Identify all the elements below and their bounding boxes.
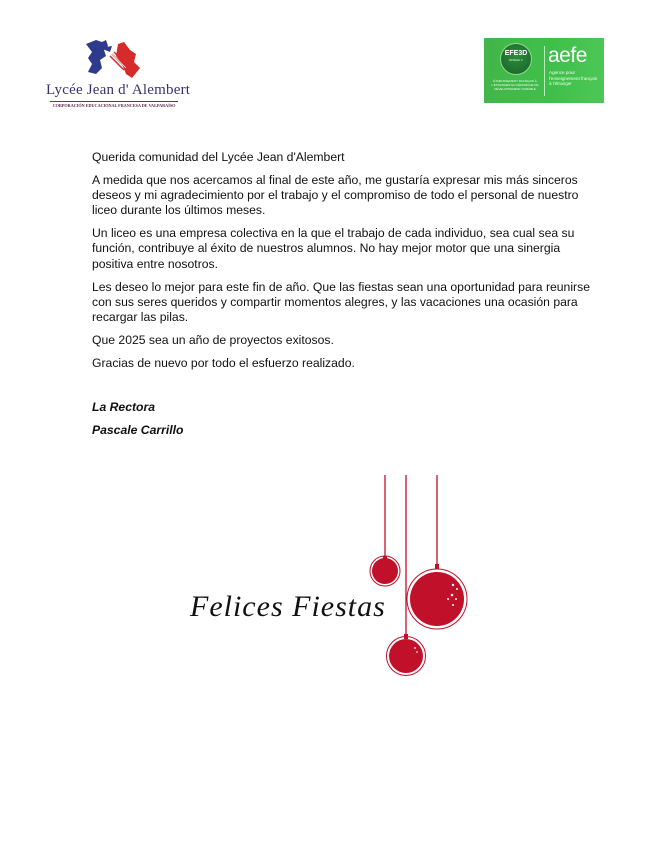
efe3d-badge-icon — [500, 43, 532, 75]
aefe-tagline — [549, 70, 597, 87]
badge-title: EFE3D — [504, 50, 528, 57]
badge-caption: ÉTABLISSEMENT FRANÇAIS À L'ÉTRANGER EN DÉMARCHE DE DÉVELOPPEMENT DURABLE — [491, 79, 539, 91]
tagline-line: l'enseignement français — [549, 75, 598, 81]
tagline-line: Agence pour — [549, 70, 576, 75]
paragraph: Un liceo es una empresa colectiva en la que el trabajo de cada individuo, sea cual sea su función, contribuye al éxito de nuestros alumnos. No hay mejor motor que una sinergia positiva entre nosotros. — [92, 226, 575, 271]
aefe-brand: aefe — [548, 44, 587, 67]
lycee-logo — [46, 38, 191, 108]
school-name: Lycée Jean d' Alembert — [46, 82, 191, 98]
logo-divider — [544, 46, 545, 96]
paragraph: Que 2025 sea un año de proyectos exitosos. — [92, 332, 334, 347]
paragraph: A medida que nos acercamos al final de este año, me gustaría expresar mis más sinceros deseos y mi agradecimiento por el trabajo y el compromiso de todo el personal de nuestro liceo durante los últimos meses. — [92, 172, 579, 218]
paragraph: Gracias de nuevo por todo el esfuerzo realizado. — [92, 355, 355, 370]
badge-level: NIVEAU 1 — [509, 58, 523, 62]
christmas-ornaments-icon — [360, 475, 480, 685]
paragraph: Les deseo lo mejor para este fin de año. Que las fiestas sean una oportunidad para reunirse con sus seres queridos y compartir momentos alegres, y las vacaciones una ocasión para recargar las pilas. — [92, 279, 590, 325]
lycee-emblem-icon — [82, 38, 146, 82]
signature-name: Pascale Carrillo — [92, 423, 184, 437]
salutation: Querida comunidad del Lycée Jean d'Alembert — [92, 150, 345, 164]
tagline-line: à l'étranger — [549, 81, 572, 87]
aefe-logo — [484, 38, 604, 103]
school-subtitle: CORPORACIÓN EDUCACIONAL FRANCESA DE VALPARAÍSO — [52, 103, 176, 108]
logo-divider — [50, 101, 178, 102]
signature-title: La Rectora — [92, 400, 155, 414]
greeting-text: Felices Fiestas — [190, 590, 386, 623]
letter-body — [92, 150, 592, 379]
